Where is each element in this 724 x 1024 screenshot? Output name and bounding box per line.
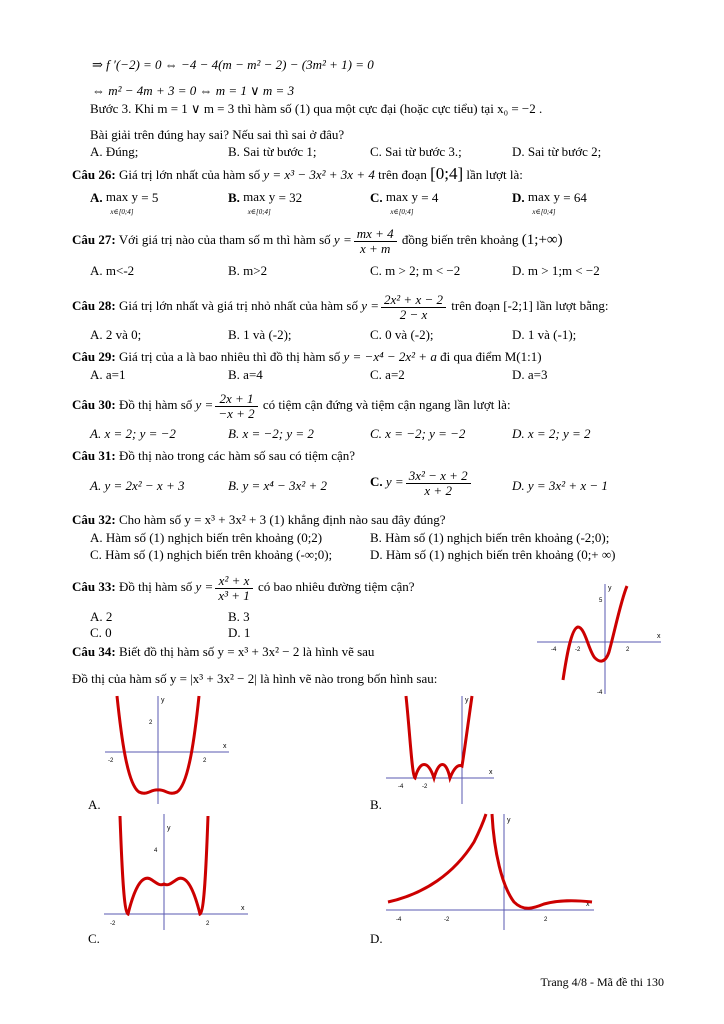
q28-text-a: Giá trị lớn nhất và giá trị nhỏ nhất của hàm số: [118, 298, 358, 313]
q28-den: 2 − x: [399, 306, 428, 322]
graph-a-tick-2: 2: [203, 758, 207, 764]
q26-sub: x∈[0;4]: [532, 208, 556, 216]
q26-max: max y: [527, 189, 561, 204]
q26-label: Câu 26:: [72, 167, 116, 182]
q30-num: 2x + 1: [215, 392, 257, 407]
q28-option-b[interactable]: B. 1 và (-2);: [228, 327, 292, 342]
ref-x-label: x: [657, 633, 661, 640]
graph-a-y-label: y: [161, 697, 165, 704]
q30-text-b: có tiệm cận đứng và tiệm cận ngang lần lượt là:: [262, 397, 511, 412]
graph-d-tick-2: 2: [544, 917, 548, 923]
graph-d-tick-neg2: -2: [444, 917, 450, 923]
graph-d-x-label: x: [586, 901, 590, 908]
q30-option-b[interactable]: B. x = −2; y = 2: [228, 426, 314, 441]
q28-option-c[interactable]: C. 0 và (-2);: [370, 327, 434, 342]
q32-label: Câu 32:: [72, 512, 116, 527]
q30-fraction: [215, 392, 257, 421]
q32-option-d[interactable]: D. Hàm số (1) nghịch biến trên khoảng (0;+ ∞): [370, 547, 616, 562]
q26-stem: [72, 166, 523, 183]
graph-d-y-label: y: [507, 817, 511, 824]
q28-y: y =: [361, 298, 380, 313]
q31-option-b[interactable]: B. y = x⁴ − 3x² + 2: [228, 478, 327, 493]
q31-option-d[interactable]: D. y = 3x² + x − 1: [512, 478, 608, 493]
ref-tick-5: 5: [599, 598, 603, 604]
q27-y: y =: [333, 232, 352, 247]
q27-num: mx + 4: [354, 227, 397, 242]
graph-a-x-label: x: [223, 743, 227, 750]
q26-option-c[interactable]: [370, 190, 438, 219]
graph-b: [384, 694, 496, 806]
q33-text-b: có bao nhiêu đường tiệm cận?: [258, 579, 415, 594]
graph-b-y-label: y: [465, 697, 469, 704]
q33-label: Câu 33:: [72, 579, 116, 594]
figure-label-a: A.: [88, 797, 101, 812]
graph-d: [384, 812, 598, 932]
q26-sub: x∈[0;4]: [247, 208, 271, 216]
q29-option-c[interactable]: C. a=2: [370, 367, 405, 382]
q31-stem: [72, 448, 355, 464]
option-a[interactable]: A. Đúng;: [90, 144, 139, 159]
q32-option-c[interactable]: C. Hàm số (1) nghịch biến trên khoảng (-∞;0);: [90, 547, 333, 562]
graph-d-tick-neg4: -4: [396, 917, 402, 923]
graph-c-x-label: x: [241, 905, 245, 912]
q29-stem: [72, 349, 542, 365]
q33-option-d[interactable]: D. 1: [228, 625, 251, 640]
q28-num: 2x² + x − 2: [381, 293, 446, 308]
ref-tick-2: 2: [626, 647, 630, 653]
q33-text-a: Đồ thị hàm số: [118, 579, 193, 594]
q31-option-c-fraction: [406, 469, 471, 498]
q26-option-d[interactable]: [512, 190, 587, 219]
q33-fraction: [215, 574, 252, 603]
graph-c-tick-4: 4: [154, 848, 158, 854]
q26-option-b-value: = 32: [278, 190, 303, 205]
derivation-line-2: ⇔ m² − 4m + 3 = 0 ⇔ m = 1 ∨ m = 3: [92, 83, 295, 98]
q26-sub: x∈[0;4]: [110, 208, 134, 216]
option-d[interactable]: D. Sai từ bước 2;: [512, 144, 602, 159]
q31-option-a[interactable]: A. y = 2x² − x + 3: [90, 478, 185, 493]
graph-a: [103, 694, 231, 806]
q26-option-d-value: = 64: [563, 190, 587, 205]
graph-b-tick-neg4: -4: [398, 784, 404, 790]
q28-option-a[interactable]: A. 2 và 0;: [90, 327, 142, 342]
graph-c: [102, 812, 252, 932]
q30-option-a[interactable]: A. x = 2; y = −2: [90, 426, 176, 441]
graph-b-tick-neg2: -2: [422, 784, 428, 790]
question-line: Bài giải trên đúng hay sai? Nếu sai thì sai ở đâu?: [90, 127, 345, 142]
q30-den: −x + 2: [218, 405, 255, 421]
q33-option-c[interactable]: C. 0: [90, 625, 112, 640]
q31-option-c[interactable]: [370, 466, 473, 498]
q28-option-d[interactable]: D. 1 và (-1);: [512, 327, 577, 342]
graph-d-curve-left: [388, 814, 486, 902]
q26-max: max y: [243, 189, 276, 204]
q27-label: Câu 27:: [72, 232, 116, 247]
graph-c-tick-2: 2: [206, 921, 210, 927]
q34-label: Câu 34:: [72, 644, 116, 659]
q34-stem: [72, 644, 374, 660]
q33-option-b[interactable]: B. 3: [228, 609, 250, 624]
q34-stem-2: Đồ thị của hàm số y = |x³ + 3x² − 2| là hình vẽ nào trong bốn hình sau:: [72, 671, 438, 686]
q28-stem: [72, 290, 609, 322]
q26-sub: x∈[0;4]: [390, 208, 414, 216]
q27-text-b: đồng biến trên khoảng: [401, 232, 519, 247]
q27-stem: [72, 224, 563, 256]
option-b[interactable]: B. Sai từ bước 1;: [228, 144, 317, 159]
q33-stem: [72, 571, 415, 603]
q33-den: x³ + 1: [218, 587, 250, 603]
q32-option-a[interactable]: A. Hàm số (1) nghịch biến trên khoảng (0;2): [90, 530, 323, 545]
q27-option-c[interactable]: C. m > 2; m < −2: [370, 263, 461, 278]
step3-line: Bước 3. Khi m = 1 ∨ m = 3 thì hàm số (1) qua một cực đại (hoặc cực tiểu) tại x₀ = −2 .: [90, 101, 543, 116]
q30-text-a: Đồ thị hàm số: [118, 397, 193, 412]
q31-label: Câu 31:: [72, 448, 116, 463]
q26-option-b[interactable]: [228, 190, 302, 219]
q28-fraction: [381, 293, 446, 322]
ref-tick-neg2: -2: [575, 647, 581, 653]
q26-formula: y = x³ − 3x² + 3x + 4: [263, 167, 375, 182]
q31-text-a: Đồ thị nào trong các hàm số sau có tiệm cận?: [118, 448, 356, 463]
q31-option-c-den: x + 2: [424, 482, 452, 498]
q31-option-c-label: C.: [370, 474, 383, 489]
q31-option-c-y: y =: [385, 474, 404, 489]
q29-formula: y = −x⁴ − 2x² + a: [343, 349, 437, 364]
q27-fraction: [354, 227, 397, 256]
q26-option-d-label: D.: [512, 190, 525, 205]
q27-option-a[interactable]: A. m<-2: [90, 263, 135, 278]
q33-num: x² + x: [215, 574, 252, 589]
graph-a-tick-y2: 2: [149, 720, 153, 726]
q26-max: max y: [105, 189, 139, 204]
q29-option-a[interactable]: A. a=1: [90, 367, 126, 382]
q26-option-b-label: B.: [228, 190, 240, 205]
ref-y-label: y: [608, 585, 612, 592]
q26-option-a-label: A.: [90, 190, 103, 205]
page-footer: Trang 4/8 - Mã đề thi 130: [540, 975, 664, 989]
reference-graph: [533, 580, 665, 698]
q26-max: max y: [385, 189, 419, 204]
q26-text-a: Giá trị lớn nhất của hàm số: [118, 167, 261, 182]
option-c[interactable]: C. Sai từ bước 3.;: [370, 144, 462, 159]
figure-label-d: D.: [370, 931, 383, 946]
ref-tick-neg4: -4: [551, 647, 557, 653]
q32-text-a: Cho hàm số y = x³ + 3x² + 3 (1) khẳng định nào sau đây đúng?: [118, 512, 446, 527]
graph-c-tick-neg2: -2: [110, 921, 116, 927]
figure-label-b: B.: [370, 797, 382, 812]
q29-text-a: Giá trị của a là bao nhiêu thì đồ thị hàm số: [118, 349, 341, 364]
graph-b-x-label: x: [489, 769, 493, 776]
q29-option-b[interactable]: B. a=4: [228, 367, 263, 382]
q27-option-b[interactable]: B. m>2: [228, 263, 268, 278]
q26-text-c: lần lượt là:: [466, 167, 523, 182]
ref-curve: [563, 586, 627, 680]
q30-option-d[interactable]: D. x = 2; y = 2: [512, 426, 591, 441]
q26-interval: [0;4]: [430, 164, 464, 183]
ref-tick-neg4y: -4: [597, 690, 603, 696]
q34-text-a: Biết đồ thị hàm số y = x³ + 3x² − 2 là hình vẽ sau: [118, 644, 375, 659]
derivation-line-1: ⇒ f ′(−2) = 0 ⇔ −4 − 4(m − m² − 2) − (3m² + 1) = 0: [92, 57, 374, 72]
graph-a-tick-neg2: -2: [108, 758, 114, 764]
graph-d-curve-right: [492, 814, 592, 908]
q29-option-d[interactable]: D. a=3: [512, 367, 548, 382]
q32-stem: [72, 512, 446, 528]
q33-y: y =: [195, 579, 214, 594]
q26-text-b: trên đoạn: [378, 167, 427, 182]
q26-option-a-value: = 5: [141, 190, 159, 205]
q30-stem: [72, 389, 511, 421]
q32-option-b[interactable]: B. Hàm số (1) nghịch biến trên khoảng (-2;0);: [370, 530, 610, 545]
q27-den: x + m: [359, 240, 391, 256]
q30-y: y =: [195, 397, 214, 412]
q29-text-b: đi qua điểm M(1:1): [440, 349, 542, 364]
q30-label: Câu 30:: [72, 397, 116, 412]
q26-option-c-label: C.: [370, 190, 383, 205]
figure-label-c: C.: [88, 931, 100, 946]
q31-option-c-num: 3x² − x + 2: [406, 469, 471, 484]
q27-text-a: Với giá trị nào của tham số m thì hàm số: [118, 232, 331, 247]
q28-text-b: trên đoạn [-2;1] lần lượt bằng:: [451, 298, 609, 313]
graph-c-y-label: y: [167, 825, 171, 832]
q26-option-c-value: = 4: [421, 190, 439, 205]
q33-option-a[interactable]: A. 2: [90, 609, 113, 624]
q29-label: Câu 29:: [72, 349, 116, 364]
q27-option-d[interactable]: D. m > 1;m < −2: [512, 263, 600, 278]
q27-interval: (1;+∞): [521, 232, 563, 248]
q26-option-a[interactable]: [90, 190, 158, 219]
q28-label: Câu 28:: [72, 298, 116, 313]
q30-option-c[interactable]: C. x = −2; y = −2: [370, 426, 466, 441]
